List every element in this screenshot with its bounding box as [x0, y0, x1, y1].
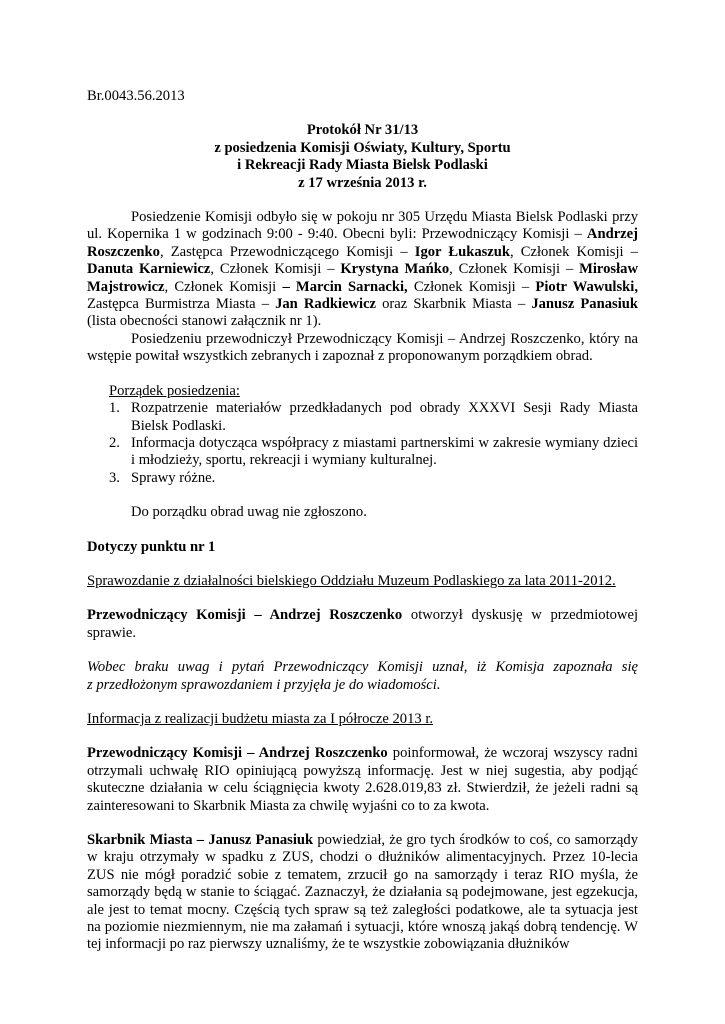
document-title: [87, 122, 638, 192]
treasurer-paragraph: Skarbnik Miasta – Janusz Panasiuk powiedział, że gro tych środków to coś, co samorządy w kraju otrzymały w spadku z ZUS, chodzi o dłużników alimentacyjnych. Przez 10-lecia ZUS nie mógł poradzić sobie z tematem, zrzucił go na samorządy i teraz RIO myśla, że samorządy będą w stanie to ściągać. Zaznaczył, że działania są podejmowane, jest egzekucja, ale jest to temat mocny. Częścią tych spraw są też zaległości podatkowe, ale ta sytuacja jest na poziomie niezmiennym, nie ma załamań i sytuacji, które wnoszą jakąś dobrą tendencję. W tej informacji po raz pierwszy uznaliśmy, że te wszystkie zobowiązania dłużników: [87, 832, 638, 953]
title-line-1: Protokół Nr 31/13: [306, 122, 419, 139]
title-line-3: i Rekreacji Rady Miasta Bielsk Podlaski: [237, 157, 488, 174]
conclusion-paragraph: Wobec braku uwag i pytań Przewodniczący Komisji uznał, iż Komisja zapoznała się z przedłożonym sprawozdaniem i przyjęła je do wiadomości.: [87, 659, 638, 693]
agenda-note: Do porządku obrad uwag nie zgłoszono.: [131, 504, 367, 521]
title-line-4: z 17 września 2013 r.: [298, 174, 427, 191]
point-1-subheading-museum: Sprawozdanie z działalności bielskiego Oddziału Muzeum Podlaskiego za lata 2011-2012.: [87, 572, 616, 589]
point-1-subheading-budget: Informacja z realizacji budżetu miasta za I półrocze 2013 r.: [87, 710, 434, 727]
agenda-list: [87, 400, 638, 487]
chairman-budget-paragraph: Przewodniczący Komisji – Andrzej Roszczenko poinformował, że wczoraj wszyscy radni otrzymali uchwałę RIO opiniującą powyższą informację. Jest w niej sugestia, aby podjąć skuteczne działania w celu ściągnięcia kwoty 2.628.019,83 zł. Stwierdził, że jeżeli radni są zainteresowani to Skarbnik Miasta za chwilę wyjaśni co to za kwota.: [87, 745, 638, 814]
opening-paragraph: Posiedzeniu przewodniczył Przewodniczący Komisji – Andrzej Roszczenko, który na wstępie powitał wszystkich zebranych i zapoznał z proponowanym porządkiem obrad.: [87, 330, 638, 365]
agenda-heading: Porządek posiedzenia:: [109, 382, 240, 399]
agenda-item: 1. Rozpatrzenie materiałów przedkładanych pod obrady XXXVI Sesji Rady Miasta Bielsk Podlaski.: [109, 400, 638, 434]
point-1-heading: Dotyczy punktu nr 1: [87, 538, 216, 555]
chairman-discussion-paragraph: Przewodniczący Komisji – Andrzej Roszczenko otworzył dyskusję w przedmiotowej sprawie.: [87, 607, 638, 641]
agenda: [87, 383, 638, 487]
agenda-item: 3. Sprawy różne.: [109, 469, 216, 486]
title-line-2: z posiedzenia Komisji Oświaty, Kultury, Sportu: [214, 139, 511, 156]
document-content: [87, 88, 638, 954]
agenda-item: 2. Informacja dotycząca współpracy z miastami partnerskimi w zakresie wymiany dzieci i młodzieży, sportu, rekreacji i wymiany kulturalnej.: [109, 434, 638, 469]
reference-number: Br.0043.56.2013: [87, 88, 185, 104]
intro-paragraph: Posiedzenie Komisji odbyło się w pokoju nr 305 Urzędu Miasta Bielsk Podlaski przy ul. Kopernika 1 w godzinach 9:00 - 9:40. Obecni byli: Przewodniczący Komisji – Andrzej Roszczenko, Zastępca Przewodniczącego Komisji – Igor Łukaszuk, Członek Komisji – Danuta Karniewicz, Członek Komisji – Krystyna Mańko, Członek Komisji – Mirosław Majstrowicz, Członek Komisji – Marcin Sarnacki, Członek Komisji – Piotr Wawulski, Zastępca Burmistrza Miasta – Jan Radkiewicz oraz Skarbnik Miasta – Janusz Panasiuk (lista obecności stanowi załącznik nr 1).: [87, 209, 638, 330]
